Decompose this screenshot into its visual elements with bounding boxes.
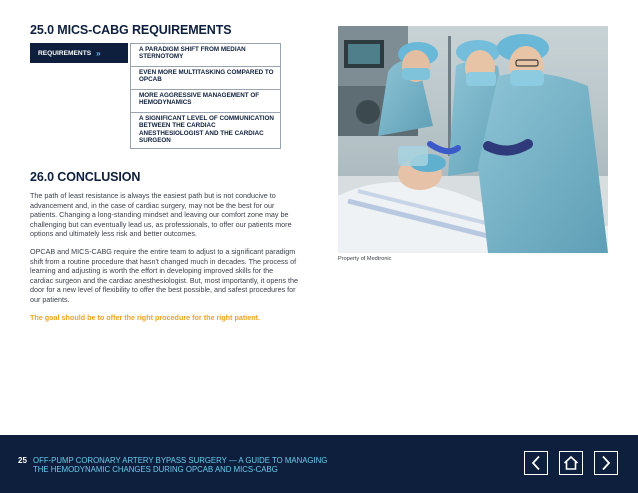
- section-25-heading: 25.0 MICS-CABG REQUIREMENTS: [30, 23, 232, 37]
- chevron-right-icon: [600, 455, 612, 471]
- operating-room-illustration: [338, 26, 608, 253]
- next-page-button[interactable]: [594, 451, 618, 475]
- home-icon: [563, 455, 579, 471]
- footer-title-line-1: OFF-PUMP CORONARY ARTERY BYPASS SURGERY — A GUIDE TO MANAGING: [33, 456, 328, 465]
- footer-title-line-2: THE HEMODYNAMIC CHANGES DURING OPCAB AND MICS-CABG: [33, 465, 278, 475]
- chevron-left-icon: [530, 455, 542, 471]
- home-button[interactable]: [559, 451, 583, 475]
- conclusion-paragraph-1: The path of least resistance is always the easiest path but is not conducive to advancement and, in the case of cardiac surgery, may not be the best for our patients. Changing a long-standing mindset and leaving our comfort zone may be challenging but can eventually lead us, as professionals, to offer our patients more options and ultimately less risk and better outcomes.: [30, 191, 292, 238]
- section-26-heading: 26.0 CONCLUSION: [30, 170, 141, 184]
- page-number: 25: [18, 456, 27, 465]
- photo-caption: Property of Medtronic: [338, 256, 392, 262]
- requirement-item: EVEN MORE MULTITASKING COMPARED TO OPCAB: [130, 67, 281, 90]
- footer-title: [33, 456, 363, 475]
- requirement-item: A PARADIGM SHIFT FROM MEDIAN STERNOTOMY: [130, 44, 281, 67]
- requirements-tab-label: REQUIREMENTS: [38, 49, 92, 57]
- requirement-item: MORE AGGRESSIVE MANAGEMENT OF HEMODYNAMICS: [130, 90, 281, 113]
- double-chevron-icon: »: [96, 48, 100, 58]
- page-footer: [0, 435, 638, 493]
- requirements-list: [130, 43, 281, 149]
- previous-page-button[interactable]: [524, 451, 548, 475]
- operating-room-photo: [338, 26, 608, 253]
- conclusion-paragraph-2: OPCAB and MICS-CABG require the entire team to adjust to a significant paradigm shift from a routine procedure that hasn't changed much in decades. The process of learning and adjusting is worth the effort in developing improved skills for the cardiac surgeon and the cardiac anesthesiologist. But, most importantly, it opens the door for a new level of flexibility to offer the best possible, and safest procedures for our patients.: [30, 247, 298, 304]
- requirements-tab: [30, 43, 128, 63]
- requirement-item: A SIGNIFICANT LEVEL OF COMMUNICATION BETWEEN THE CARDIAC ANESTHESIOLOGIST AND THE CARDIAC SURGEON: [130, 113, 281, 149]
- conclusion-callout: The goal should be to offer the right procedure for the right patient.: [30, 313, 260, 322]
